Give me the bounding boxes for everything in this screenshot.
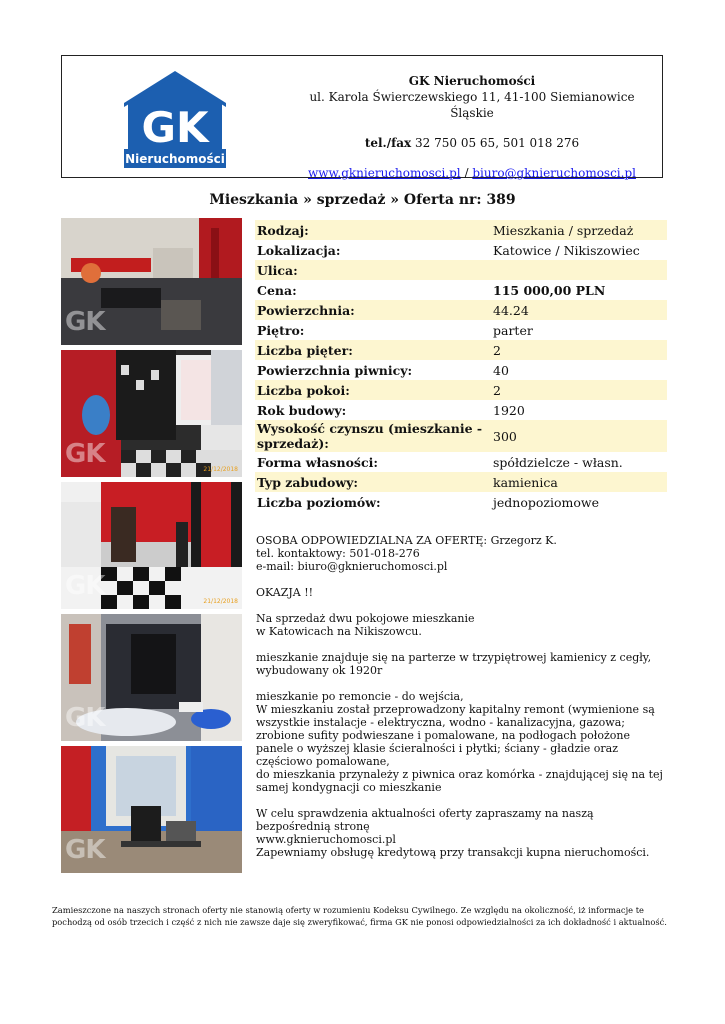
- detail-value: 115 000,00 PLN: [493, 282, 606, 298]
- description-headline: OKAZJA !!: [256, 586, 314, 599]
- links-separator: /: [464, 166, 469, 180]
- legal-disclaimer: Zamieszczone na naszych stronach oferty nie stanowią oferty w rozumieniu Kodeksu Cywilnego. Ze względu na okoliczność, iż informacje te pochodzą od osób trzecich i część z nich nie zawsze daje się zweryfikować, firma GK nie ponosi odpowiedzialności za ich dokładność i aktualność.: [52, 905, 667, 927]
- detail-value: 2: [491, 380, 667, 400]
- company-address: ul. Karola Świerczewskiego 11, 41-100 Siemianowice Śląskie: [309, 90, 635, 120]
- details-row-area: [255, 300, 667, 320]
- header-box: [61, 55, 663, 178]
- company-phone: [292, 135, 652, 151]
- description-renovation-line3: do mieszkania przynależy z piwnica oraz komórka - znajdującej się na tej samej kondygnacji co mieszkanie: [256, 768, 663, 794]
- email-link[interactable]: biuro@gknieruchomosci.pl: [472, 166, 636, 180]
- photo-watermark: GK: [65, 571, 105, 601]
- photo-watermark: GK: [65, 439, 105, 469]
- details-row-rooms: [255, 380, 667, 400]
- detail-value: spółdzielcze - własn.: [493, 454, 623, 470]
- detail-value: Mieszkania / sprzedaż: [491, 220, 667, 240]
- detail-value: 2: [491, 340, 667, 360]
- description-closing-website: www.gknieruchomosci.pl: [256, 833, 396, 846]
- phone-label: tel./fax: [364, 136, 412, 150]
- detail-label: Piętro:: [257, 322, 305, 338]
- description-closing-line3: Zapewniamy obsługę kredytową przy transakcji kupna nieruchomości.: [256, 846, 650, 859]
- photo-date: 21/12/2018: [203, 598, 238, 605]
- details-row-location: [255, 240, 667, 260]
- detail-label: Forma własności:: [257, 454, 378, 470]
- detail-value: 40: [493, 362, 509, 378]
- photo-bathroom[interactable]: [61, 614, 242, 741]
- logo-letters: GK: [141, 103, 209, 152]
- detail-label: Liczba poziomów:: [257, 494, 381, 510]
- photo-watermark: GK: [65, 307, 105, 337]
- photo-living-room[interactable]: [61, 218, 242, 345]
- description-intro-line1: Na sprzedaż dwu pokojowe mieszkanie: [256, 612, 475, 625]
- photo-watermark: GK: [65, 703, 105, 733]
- contact-email: e-mail: biuro@gknieruchomosci.pl: [256, 560, 448, 573]
- logo-caption: Nieruchomości: [125, 152, 225, 166]
- offer-title: Mieszkania » sprzedaż » Oferta nr: 389: [209, 192, 516, 208]
- contact-person: OSOBA ODPOWIEDZIALNA ZA OFERTĘ: Grzegorz K.: [256, 534, 557, 547]
- detail-value: [491, 260, 667, 280]
- description-intro-line2: w Katowicach na Nikiszowcu.: [256, 625, 422, 638]
- details-row-ownership: [255, 452, 667, 472]
- company-name: GK Nieruchomości: [408, 74, 536, 88]
- description-renovation: [256, 690, 666, 794]
- detail-value: 1920: [493, 402, 525, 418]
- phone-value: 32 750 05 65, 501 018 276: [415, 136, 580, 150]
- details-row-building-type: [255, 472, 667, 492]
- details-row-type: [255, 220, 667, 240]
- detail-label: Liczba pokoi:: [255, 380, 491, 400]
- detail-value: 44.24: [491, 300, 667, 320]
- company-links: [292, 165, 652, 181]
- photo-kitchen[interactable]: [61, 350, 242, 477]
- details-row-year: [255, 400, 667, 420]
- detail-value: jednopoziomowe: [493, 494, 599, 510]
- description-renovation-line2: W mieszkaniu został przeprowadzony kapitalny remont (wymienione są wszystkie instalacje - elektryczna, wodno - kanalizacyjna, gazowa; zrobione sufity podwieszane i pomalowane, na podłogach położone panele o wyższej klasie ścieralności i płytki; ściany - gładzie oraz częściowo pomalowane,: [256, 703, 655, 768]
- details-row-rent: [255, 420, 667, 452]
- photo-date: 21/12/2018: [203, 466, 238, 473]
- detail-label: Rok budowy:: [257, 402, 347, 418]
- contact-phone: tel. kontaktowy: 501-018-276: [256, 547, 420, 560]
- description-closing-line1: W celu sprawdzenia aktualności oferty zapraszamy na naszą bezpośrednią stronę: [256, 807, 594, 833]
- detail-label: Rodzaj:: [255, 220, 491, 240]
- photo-bedroom[interactable]: [61, 746, 242, 873]
- contact-block: [256, 534, 666, 573]
- photo-hallway[interactable]: [61, 482, 242, 609]
- detail-label: Lokalizacja:: [257, 242, 341, 258]
- detail-label: Ulica:: [255, 260, 491, 280]
- detail-label: Wysokość czynszu (mieszkanie - sprzedaż):: [255, 420, 491, 452]
- details-row-street: [255, 260, 667, 280]
- details-row-levels: [255, 492, 667, 512]
- detail-label: Liczba pięter:: [255, 340, 491, 360]
- description-intro: [256, 612, 666, 638]
- detail-value: parter: [493, 322, 533, 338]
- description-building: mieszkanie znajduje się na parterze w trzypiętrowej kamienicy z cegły, wybudowany ok 1920r: [256, 651, 652, 677]
- details-row-floor: [255, 320, 667, 340]
- details-table: [255, 220, 667, 512]
- detail-label: Powierzchnia:: [255, 300, 491, 320]
- detail-value: kamienica: [491, 472, 667, 492]
- details-row-basement: [255, 360, 667, 380]
- photo-column: [61, 218, 242, 878]
- description-closing: [256, 807, 666, 859]
- details-row-price: [255, 280, 667, 300]
- company-logo: [124, 67, 226, 168]
- description-renovation-line1: mieszkanie po remoncie - do wejścia,: [256, 690, 464, 703]
- photo-watermark: GK: [65, 835, 105, 865]
- company-info: [292, 73, 652, 181]
- detail-value: Katowice / Nikiszowiec: [493, 242, 640, 258]
- detail-label: Cena:: [257, 282, 297, 298]
- detail-label: Typ zabudowy:: [255, 472, 491, 492]
- detail-label: Powierzchnia piwnicy:: [257, 362, 413, 378]
- details-row-floor-count: [255, 340, 667, 360]
- offer-description: [256, 534, 666, 872]
- detail-value: 300: [491, 420, 667, 452]
- website-link[interactable]: www.gknieruchomosci.pl: [308, 166, 461, 180]
